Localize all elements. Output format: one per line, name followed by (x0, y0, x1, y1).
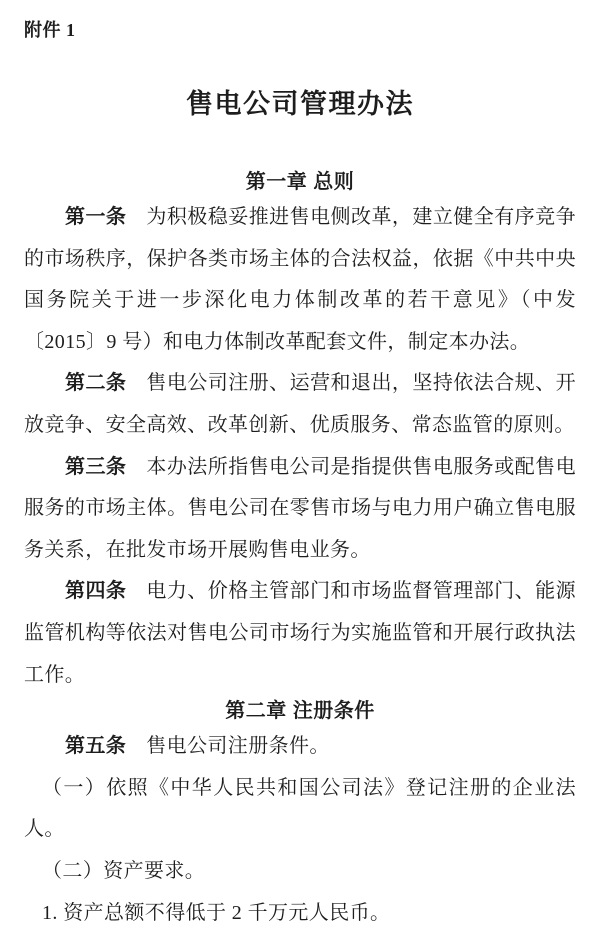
article-3-label: 第三条 (65, 456, 126, 478)
list-item-1: （一）依照《中华人民共和国公司法》登记注册的企业法人。 (24, 768, 576, 851)
article-2-paragraph (24, 363, 576, 446)
article-1-label: 第一条 (65, 206, 126, 228)
article-2-label: 第二条 (65, 372, 126, 394)
document-title: 售电公司管理办法 (24, 87, 576, 121)
article-5-text: 售电公司注册条件。 (146, 735, 330, 757)
article-5-paragraph (24, 726, 576, 768)
attachment-label: 附件 1 (24, 18, 576, 42)
article-1-text: 为积极稳妥推进售电侧改革，建立健全有序竞争的市场秩序，保护各类市场主体的合法权益，依据《中共中央 国务院关于进一步深化电力体制改革的若干意见》（中发〔2015〕9 号）和电力体制改革配套文件，制定本办法。 (24, 206, 576, 353)
article-4-label: 第四条 (65, 580, 126, 602)
article-3-paragraph (24, 447, 576, 572)
list-item-3: 1. 资产总额不得低于 2 千万元人民币。 (24, 893, 576, 934)
article-4-text: 电力、价格主管部门和市场监督管理部门、能源监管机构等依法对售电公司市场行为实施监管和开展行政执法工作。 (24, 580, 576, 685)
chapter-2-heading: 第二章 注册条件 (24, 696, 576, 726)
article-1-paragraph (24, 197, 576, 363)
article-2-text: 售电公司注册、运营和退出，坚持依法合规、开放竞争、安全高效、改革创新、优质服务、常态监管的原则。 (24, 372, 576, 436)
article-5-label: 第五条 (65, 735, 126, 757)
article-3-text: 本办法所指售电公司是指提供售电服务或配售电服务的市场主体。售电公司在零售市场与电力用户确立售电服务关系，在批发市场开展购售电业务。 (24, 456, 576, 561)
list-item-2: （二）资产要求。 (24, 851, 576, 893)
article-4-paragraph (24, 571, 576, 696)
chapter-1-heading: 第一章 总则 (24, 169, 576, 195)
